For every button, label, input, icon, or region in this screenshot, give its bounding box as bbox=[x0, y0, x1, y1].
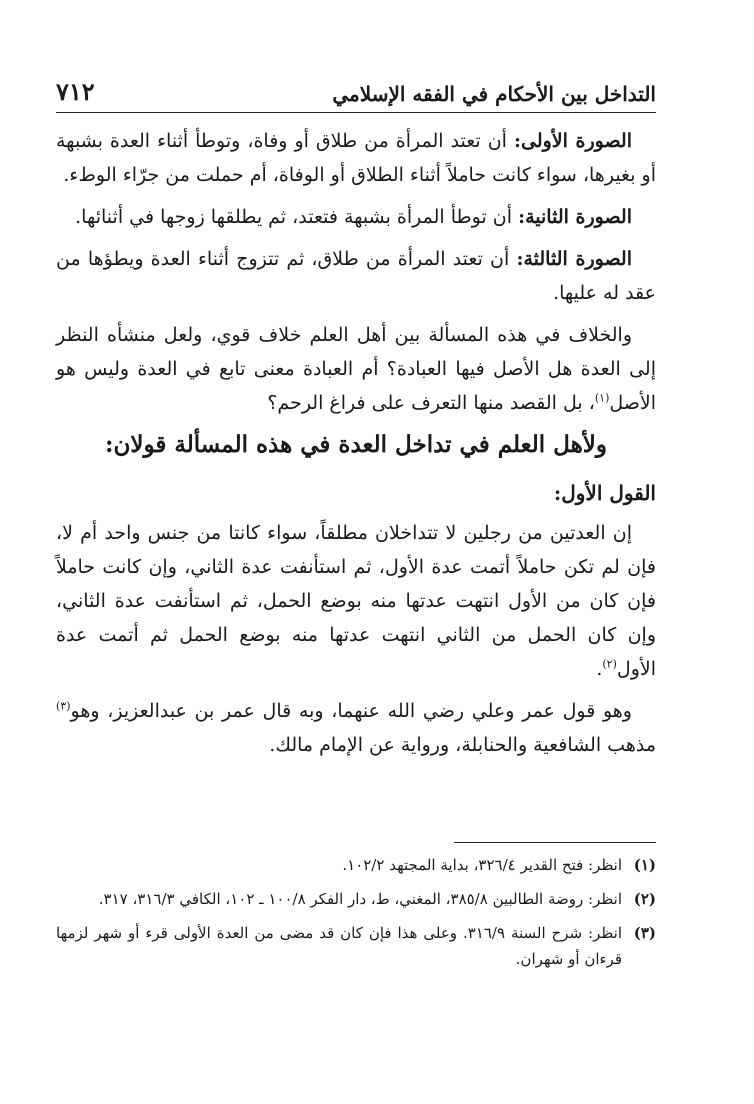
footnote-item bbox=[56, 852, 656, 878]
text-third-case: أن تعتد المرأة من طلاق، ثم تتزوج أثناء العدة ويطؤها من عقد له عليها. bbox=[56, 248, 656, 304]
footnote-ref-1[interactable]: (١) bbox=[594, 391, 610, 405]
main-text bbox=[56, 124, 656, 770]
page bbox=[56, 0, 656, 1104]
footnote-text: انظر: فتح القدير ٣٢٦/٤، بداية المجتهد ١٠٢/٢. bbox=[342, 856, 622, 874]
paragraph-third-case bbox=[56, 242, 656, 310]
footnote-ref-3[interactable]: (٣) bbox=[56, 699, 71, 713]
footnote-item bbox=[56, 920, 656, 972]
paragraph-attribution bbox=[56, 694, 656, 762]
text-second-case: أن توطأ المرأة بشبهة فتعتد، ثم يطلقها زوجها في أثنائها. bbox=[75, 206, 519, 228]
term-first-case: الصورة الأولى: bbox=[513, 130, 632, 152]
text-first-case: أن تعتد المرأة من طلاق أو وفاة، وتوطأ أثناء العدة بشبهة أو بغيرها، سواء كانت حاملاً أثناء الطلاق أو الوفاة، أم حملت من جرّاء الوطء. bbox=[56, 130, 656, 186]
text-disagreement: والخلاف في هذه المسألة بين أهل العلم خلاف قوي، ولعل منشأه النظر إلى العدة هل الأصل فيها العبادة؟ أم العبادة معنى تابع في العدة وليس هو الأصل bbox=[56, 324, 656, 414]
term-third-case: الصورة الثالثة: bbox=[516, 248, 632, 270]
footnote-text: انظر: روضة الطالبين ٣٨٥/٨، المغني، ط، دار الفكر ١٠٠/٨ ـ ١٠٢، الكافي ٣١٦/٣، ٣١٧. bbox=[98, 890, 622, 908]
paragraph-second-case bbox=[56, 200, 656, 234]
text-disagreement-end: ، بل القصد منها التعرف على فراغ الرحم؟ bbox=[267, 392, 595, 414]
running-title: التداخل بين الأحكام في الفقه الإسلامي bbox=[332, 82, 656, 106]
paragraph-first-case bbox=[56, 124, 656, 192]
text-attribution: وهو قول عمر وعلي رضي الله عنهما، وبه قال عمر بن عبدالعزيز، وهو bbox=[70, 700, 632, 722]
footnotes bbox=[56, 852, 656, 980]
page-number: ٧١٢ bbox=[56, 77, 95, 106]
text-first-opinion: إن العدتين من رجلين لا تتداخلان مطلقاً، سواء كانتا من جنس واحد أم لا، فإن لم تكن حاملاً أتمت عدة الأول، ثم استأنفت عدة الثاني، وإن كانت حاملاً فإن كان من الأول انتهت عدتها منه بوضع الحمل، ثم استأنفت عدة الثاني، وإن كان الحمل من الثاني انتهت عدتها منه بوضع الحمل ثم أتمت عدة الأول bbox=[56, 522, 656, 680]
subheading-two-opinions: ولأهل العلم في تداخل العدة في هذه المسألة قولان: bbox=[105, 431, 607, 458]
header-rule bbox=[56, 112, 656, 113]
text-attribution-end: مذهب الشافعية والحنابلة، ورواية عن الإمام مالك. bbox=[269, 734, 656, 756]
footnote-item bbox=[56, 886, 656, 912]
running-head bbox=[56, 72, 656, 106]
text-first-opinion-end: . bbox=[596, 658, 603, 680]
footnote-number: (٣) bbox=[633, 924, 656, 942]
section-title-first-opinion: القول الأول: bbox=[553, 481, 656, 505]
paragraph-first-opinion bbox=[56, 516, 656, 686]
footnote-ref-2[interactable]: (٢) bbox=[602, 657, 617, 671]
term-second-case: الصورة الثانية: bbox=[518, 206, 632, 228]
footnote-number: (٢) bbox=[633, 890, 656, 908]
footnote-number: (١) bbox=[633, 856, 656, 874]
paragraph-disagreement bbox=[56, 318, 656, 420]
footnote-text: انظر: شرح السنة ٣١٦/٩. وعلى هذا فإن كان قد مضى من العدة الأولى قرء أو شهر لزمها قرءان أو شهران. bbox=[56, 924, 622, 968]
footnote-rule bbox=[454, 842, 656, 843]
